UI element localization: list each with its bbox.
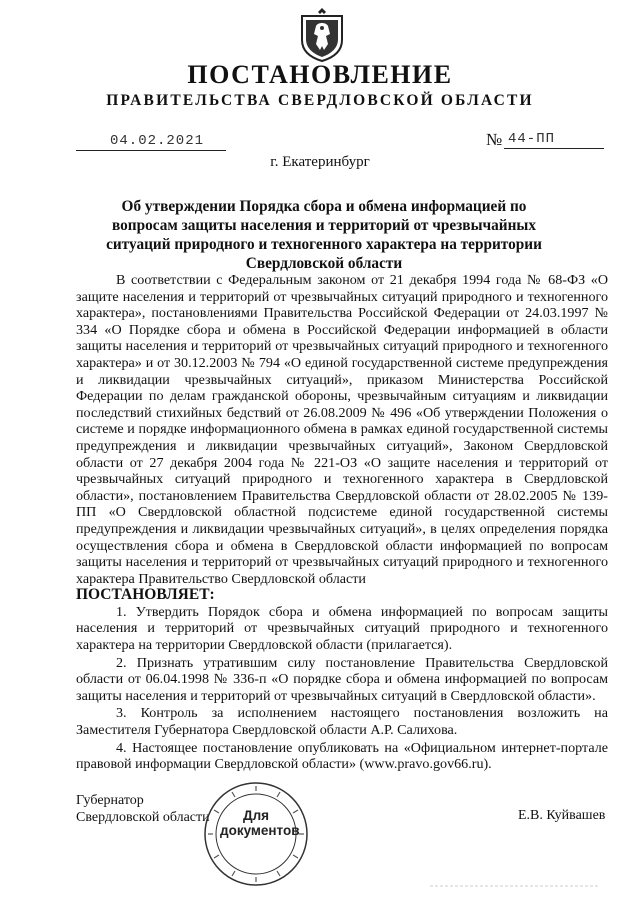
stamp-label xyxy=(220,808,300,838)
stamp-label-line: Для xyxy=(242,808,270,823)
item-paragraph: 3. Контроль за исполнением настоящего постановления возложить на Заместителя Губернатора Свердловской области А.Р. Салихова. xyxy=(76,705,608,739)
signatory-title-line: Свердловской области xyxy=(76,810,210,825)
date-underline xyxy=(76,150,226,151)
item-paragraph: 2. Признать утратившим силу постановление Правительства Свердловской области от 06.04.1998 № 336-п «О порядке сбора и обмена информацией по вопросам защиты населения и территорий от чрезвычайных ситуаций в Свердловской области». xyxy=(76,654,608,704)
city: г. Екатеринбург xyxy=(270,154,370,170)
document-subject: Об утверждении Порядка сбора и обмена информацией по вопросам защиты населения и территорий от чрезвычайных ситуаций природного и техногенного характера на территории Свердловской области xyxy=(106,198,542,272)
item-paragraph: 4. Настоящее постановление опубликовать на «Официальном интернет-портале правовой информации Свердловской области» (www.pravo.gov66.ru). xyxy=(76,739,608,773)
coat-of-arms-icon xyxy=(298,6,346,62)
document-type-heading: ПОСТАНОВЛЕНИЕ xyxy=(187,60,453,89)
signatory-title xyxy=(76,792,210,826)
document-date: 04.02.2021 xyxy=(110,133,205,149)
signatory-name: Е.В. Куйвашев xyxy=(518,808,606,823)
signatory-title-line: Губернатор xyxy=(76,793,144,808)
item-paragraph: 1. Утвердить Порядок сбора и обмена информацией по вопросам защиты населения и территорий от чрезвычайных ситуаций природного и техногенного характера на территории Свердловской области (прилагается). xyxy=(76,603,608,654)
organization-heading: ПРАВИТЕЛЬСТВА СВЕРДЛОВСКОЙ ОБЛАСТИ xyxy=(106,92,534,109)
preamble-paragraph: В соответствии с Федеральным законом от 21 декабря 1994 года № 68-ФЗ «О защите населения и территорий от чрезвычайных ситуаций природного и техногенного характера», постановлениями Правительства Российской Федерации от 24.03.1997 № 334 «О Порядке сбора и обмена в Российской Федерации информацией в области защиты населения и территорий от чрезвычайных ситуаций природного и техногенного характера» и от 30.12.2003 № 794 «О единой государственной системе предупреждения и ликвидации чрезвычайных ситуаций», приказом Министерства Российской Федерации по делам гражданской обороны, чрезвычайным ситуациям и ликвидации последствий стихийных бедствий от 26.08.2009 № 496 «Об утверждении Положения о системе и порядке информационного обмена в рамках единой государственной системы предупреждения и ликвидации чрезвычайных ситуаций», Законом Свердловской области от 27 декабря 2004 года № 221-ОЗ «О защите населения и территорий от чрезвычайных ситуаций природного и техногенного характера в Свердловской области», постановлением Правительства Свердловской области от 28.02.2005 № 139-ПП «О Свердловской областной подсистеме единой государственной системы предупреждения и ликвидации чрезвычайных ситуаций», в целях определения порядка осуществления сбора и обмена в Свердловской области информацией по вопросам защиты населения и территорий от чрезвычайных ситуаций природного и техногенного характера Правительство Свердловской области xyxy=(76,272,608,587)
printer-mark xyxy=(430,881,600,889)
document-number: 44-ПП xyxy=(508,131,556,147)
stamp-label-line: документов xyxy=(220,823,300,838)
resolve-heading: ПОСТАНОВЛЯЕТ: xyxy=(76,586,215,604)
number-label: № xyxy=(486,130,503,149)
number-underline xyxy=(504,148,604,149)
document-body xyxy=(76,272,608,773)
